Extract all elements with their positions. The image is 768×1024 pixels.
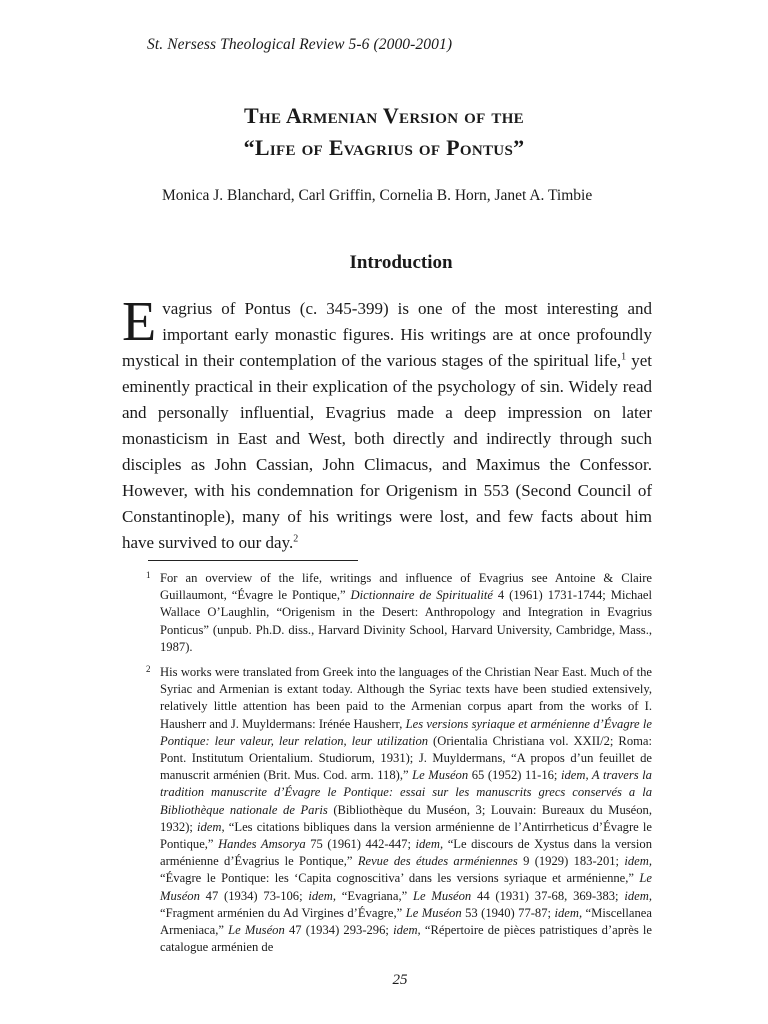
footnote-text-run: 4 (1961) 1731-1744; Michael Wallace O’Laughlin, “Origenism in the Desert: Anthropology and Integration in Evagrius Ponticus” (unpub. Ph.D. diss., Harvard Divinity School, Harvard University, Cambridge, Mass., 1987). bbox=[160, 588, 653, 654]
article-title bbox=[0, 100, 768, 164]
intro-text-part-1: vagrius of Pontus (c. 345-399) is one of the most interesting and important early monastic figures. His writings are at once profoundly mystical in their contemplation of the various stages of the spiritual life, bbox=[122, 299, 652, 370]
footnote-text-run: “Les citations bibliques dans la version arménienne de l’Antirrheticus d’Évagre le Pontique,” bbox=[160, 819, 652, 852]
footnotes bbox=[146, 570, 652, 964]
footnote-text-run: “Fragment arménien du Ad Virgines d’Évagre,” bbox=[160, 905, 406, 920]
footnote-italic-run: Handes Amsorya bbox=[218, 837, 306, 852]
footnote-2 bbox=[146, 664, 652, 956]
footnote-text-run: “Le discours de Xystus dans la version arménienne d’Évagrius le Pontique,” bbox=[160, 837, 652, 869]
footnote-italic-run: Le Muséon bbox=[405, 905, 462, 920]
footnote-ref-2[interactable]: 2 bbox=[293, 533, 299, 545]
footnote-text-run: (Bibliothèque du Muséon, 3; Louvain: Bureaux du Muséon, 1932); bbox=[160, 802, 653, 834]
footnote-italic-run: idem, bbox=[624, 888, 652, 903]
footnote-body bbox=[160, 665, 652, 954]
drop-cap: E bbox=[122, 291, 157, 353]
footnote-italic-run: idem, bbox=[415, 837, 444, 852]
footnote-text-run: “Répertoire de pièces patristiques d’après le catalogue arménien de bbox=[160, 923, 652, 955]
footnote-text-run: 9 (1929) 183-201; bbox=[517, 854, 625, 869]
footnote-text-run: “Évagre le Pontique: les ‘Capita cognoscitiva’ dans les versions syriaque et arménienne,” bbox=[160, 871, 640, 886]
author-list: Monica J. Blanchard, Carl Griffin, Cornelia B. Horn, Janet A. Timbie bbox=[162, 187, 593, 204]
page-number: 25 bbox=[392, 972, 408, 988]
footnote-italic-run: Dictionnaire de Spiritualité bbox=[350, 588, 493, 603]
footnote-italic-run: idem, bbox=[197, 819, 225, 834]
footnote-1 bbox=[146, 570, 652, 656]
footnote-text-run: “Miscellanea Armeniaca,” bbox=[160, 905, 652, 938]
title-line-2: “Life of Evagrius of Pontus” bbox=[243, 135, 525, 160]
footnote-text-run: 47 (1934) 73-106; bbox=[199, 888, 309, 903]
footnote-italic-run: idem, bbox=[624, 854, 652, 869]
footnote-body bbox=[160, 571, 652, 654]
footnote-text-run: (Orientalia Christiana vol. XXII/2; Roma: Pont. Institutum Orientalium. Studiorum, 1931); J. Muyldermans, “A propos d’un feuillet de manuscrit arménien (Brit. Mus. Cod. arm. 118),” bbox=[160, 733, 653, 783]
footnote-italic-run: Les versions syriaque et arménienne d’Évagre le Pontique: leur valeur, leur relation, leur utilization bbox=[160, 716, 652, 748]
footnote-italic-run: Le Muséon bbox=[228, 923, 285, 938]
footnote-text-run: 65 (1952) 11-16; bbox=[468, 768, 561, 783]
footnote-text-run: “Evagriana,” bbox=[336, 888, 413, 903]
footnote-text-run: 53 (1940) 77-87; bbox=[461, 905, 555, 920]
footnote-separator bbox=[148, 560, 358, 561]
footnote-italic-run: Le Muséon bbox=[412, 888, 472, 903]
footnote-italic-run: Le Muséon bbox=[160, 871, 652, 903]
intro-text-part-2: yet eminently practical in their explication of the psychology of sin. Widely read and personally influential, Evagrius made a deep impression on later monasticism in East and West, both directly and indirectly through such disciples as John Cassian, John Climacus, and Maximus the Confessor. However, with his condemnation for Origenism in 553 (Second Council of Constantinople), many of his writings were lost, and few facts about him have survived to our day. bbox=[122, 351, 652, 552]
footnote-marker: 2 bbox=[146, 664, 151, 675]
footnote-italic-run: idem, bbox=[554, 905, 583, 920]
footnote-italic-run: Revue des études arméniennes bbox=[357, 854, 518, 869]
section-heading: Introduction bbox=[349, 252, 453, 273]
footnote-text-run: For an overview of the life, writings and influence of Evagrius see Antoine & Claire Guillaumont, “Évagre le Pontique,” bbox=[160, 571, 652, 603]
footnote-text-run: 75 (1961) 442-447; bbox=[305, 837, 416, 852]
running-head: St. Nersess Theological Review 5-6 (2000-2001) bbox=[147, 36, 453, 53]
footnote-text-run: His works were translated from Greek into the languages of the Christian Near East. Much of the Syriac and Armenian is extant today. Although the Syriac texts have been studied extensively, relatively little attention has been paid to the Armenian corpus apart from the works of I. Hausherr and J. Muyldermans: Irénée Hausherr, bbox=[160, 665, 652, 731]
footnote-text-run: 44 (1931) 37-68, 369-383; bbox=[471, 888, 625, 903]
footnote-italic-run: idem, bbox=[308, 888, 337, 903]
footnote-text-run: 47 (1934) 293-296; bbox=[284, 923, 394, 938]
footnote-ref-1[interactable]: 1 bbox=[621, 351, 627, 363]
intro-paragraph bbox=[122, 291, 652, 556]
footnote-italic-run: Le Muséon bbox=[412, 768, 469, 783]
footnote-italic-run: idem, A travers la tradition manuscrite d’Évagre le Pontique: essai sur les manuscrits grecs conservés a la Bibliothèque nationale de Paris bbox=[160, 768, 652, 817]
footnote-marker: 1 bbox=[146, 570, 151, 580]
footnote-italic-run: idem, bbox=[393, 923, 421, 938]
title-line-1: The Armenian Version of the bbox=[244, 103, 524, 128]
